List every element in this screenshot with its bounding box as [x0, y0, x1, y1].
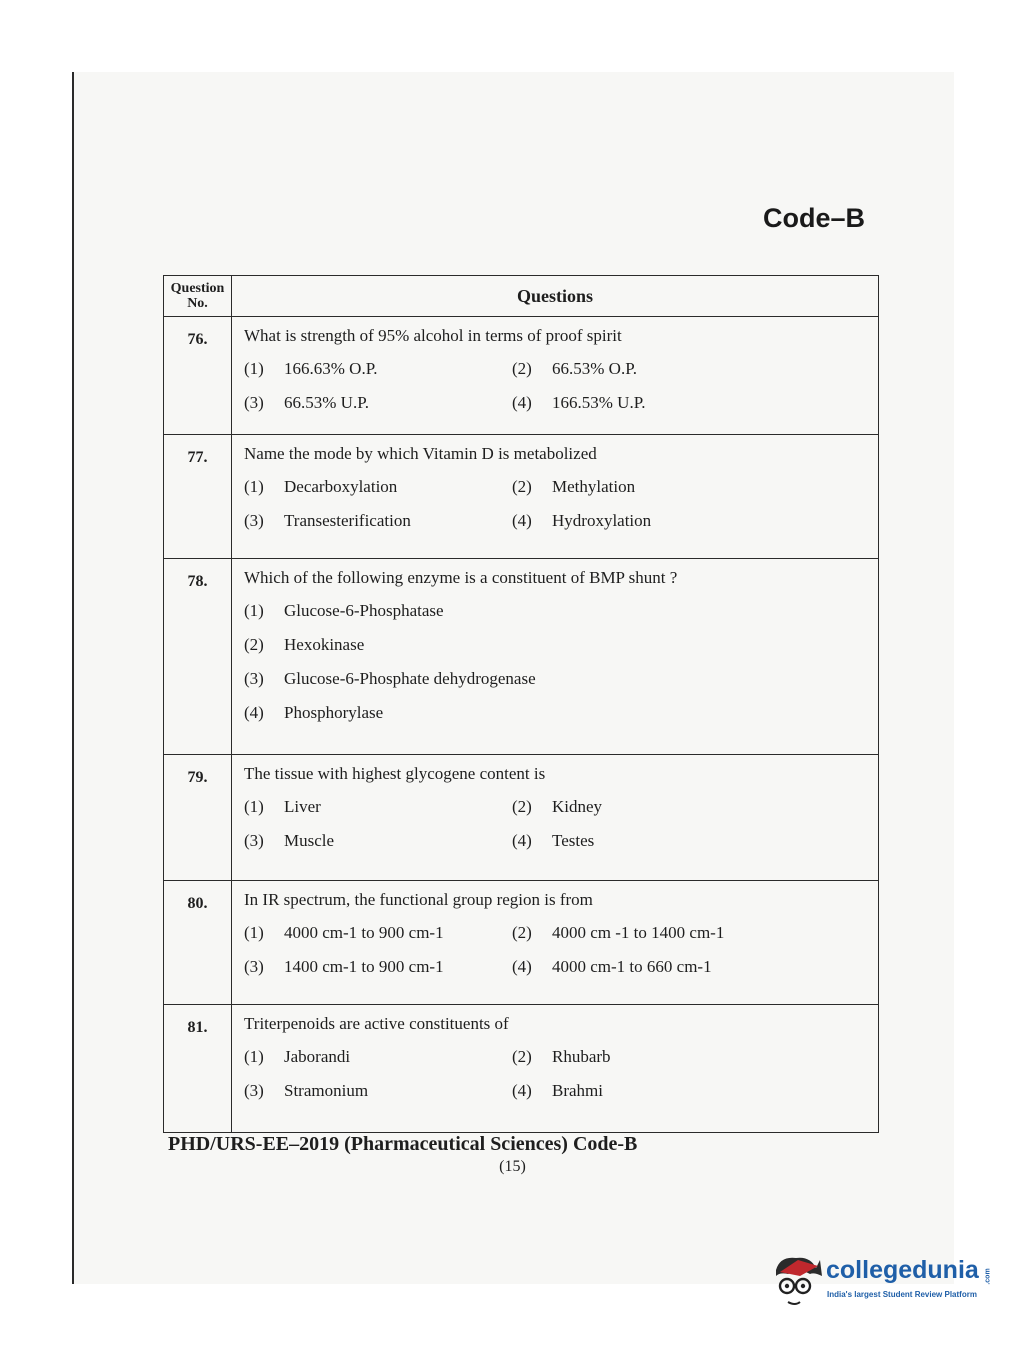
option: (2) Kidney: [512, 797, 603, 816]
option: (3) Transesterification: [244, 511, 411, 530]
question-row: [164, 317, 879, 435]
question-text: Triterpenoids are active constituents of: [244, 1014, 509, 1033]
option: (2) Hexokinase: [244, 635, 365, 654]
option: (4) Hydroxylation: [512, 511, 652, 530]
question-row: [164, 1005, 879, 1133]
option: (3) 66.53% U.P.: [244, 393, 370, 412]
option: (3) 1400 cm-1 to 900 cm-1: [244, 957, 444, 976]
logo-suffix: .com: [984, 1268, 992, 1285]
option: (2) Rhubarb: [512, 1047, 611, 1066]
question-number: 79.: [164, 755, 232, 881]
question-text: Which of the following enzyme is a constituent of BMP shunt ?: [244, 568, 678, 587]
question-number: 77.: [164, 435, 232, 559]
question-number: 78.: [164, 559, 232, 755]
option: (1) 4000 cm-1 to 900 cm-1: [244, 923, 444, 942]
paper-code-header: Code–B: [763, 203, 866, 233]
question-number: 76.: [164, 317, 232, 435]
question-table: [163, 275, 879, 1133]
option: (4) Phosphorylase: [244, 703, 384, 722]
option: (1) Jaborandi: [244, 1047, 351, 1066]
mascot-icon: [770, 1250, 822, 1310]
question-row: [164, 755, 879, 881]
question-text: What is strength of 95% alcohol in terms of proof spirit: [244, 326, 622, 345]
question-row: [164, 881, 879, 1005]
page-number: (15): [499, 1158, 526, 1175]
option: (1) Decarboxylation: [244, 477, 398, 496]
header-question-no: Question No.: [164, 276, 232, 317]
option: (2) Methylation: [512, 477, 636, 496]
option: (4) 166.53% U.P.: [512, 393, 646, 412]
option: (1) Glucose-6-Phosphatase: [244, 601, 444, 620]
option: (2) 66.53% O.P.: [512, 359, 638, 378]
option: (2) 4000 cm -1 to 1400 cm-1: [512, 923, 725, 942]
option: (1) 166.63% O.P.: [244, 359, 378, 378]
option: (3) Stramonium: [244, 1081, 369, 1100]
option: (4) 4000 cm-1 to 660 cm-1: [512, 957, 712, 976]
question-number: 80.: [164, 881, 232, 1005]
paper-code-footer: PHD/URS-EE–2019 (Pharmaceutical Sciences) Code-B: [168, 1133, 638, 1155]
collegedunia-logo: [770, 1250, 1000, 1310]
logo-wordmark: collegedunia: [826, 1256, 979, 1284]
option: (4) Testes: [512, 831, 595, 850]
question-row: [164, 435, 879, 559]
header-questions: Questions: [232, 276, 879, 317]
option: (3) Glucose-6-Phosphate dehydrogenase: [244, 669, 536, 688]
logo-tagline: India's largest Student Review Platform: [827, 1290, 977, 1299]
table-header-row: [164, 276, 879, 317]
question-text: In IR spectrum, the functional group region is from: [244, 890, 593, 909]
option: (3) Muscle: [244, 831, 335, 850]
question-text: Name the mode by which Vitamin D is metabolized: [244, 444, 597, 463]
question-text: The tissue with highest glycogene content is: [244, 764, 546, 783]
option: (1) Liver: [244, 797, 321, 816]
option: (4) Brahmi: [512, 1081, 603, 1100]
question-number: 81.: [164, 1005, 232, 1133]
question-row: [164, 559, 879, 755]
